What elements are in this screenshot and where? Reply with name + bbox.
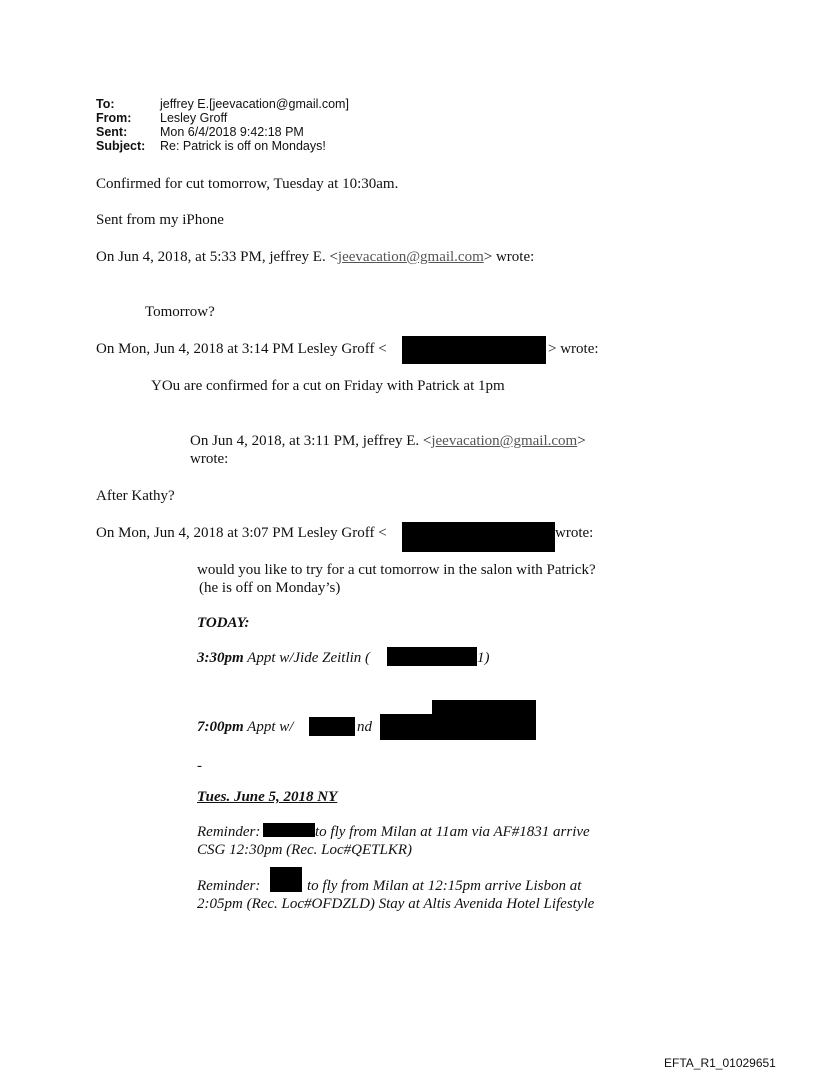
dash-separator: - — [197, 758, 202, 774]
quote-header-3-wrote: wrote: — [190, 451, 229, 467]
subject-label: Subject: — [96, 139, 146, 153]
to-value: jeffrey E.[jeevacation@gmail.com] — [160, 97, 349, 111]
email-link-2[interactable]: jeevacation@gmail.com — [431, 433, 578, 449]
reminder-2-line-a: to fly from Milan at 12:15pm arrive Lisbon at — [307, 878, 582, 894]
appt-1-text: Appt w/Jide Zeitlin ( — [243, 650, 371, 666]
quote-header-3-prefix: On Jun 4, 2018, at 3:11 PM, jeffrey E. < — [190, 433, 432, 449]
would-like-line-1: would you like to try for a cut tomorrow in the salon with Patrick? — [197, 562, 596, 578]
reminder-1-line-b: CSG 12:30pm (Rec. Loc#QETLKR) — [197, 842, 412, 858]
confirmed-friday: YOu are confirmed for a cut on Friday with Patrick at 1pm — [151, 378, 505, 394]
date-heading: Tues. June 5, 2018 NY — [197, 789, 338, 805]
appt-2-time: 7:00pm — [197, 719, 244, 735]
reminder-2-line-b: 2:05pm (Rec. Loc#OFDZLD) Stay at Altis Avenida Hotel Lifestyle — [197, 896, 595, 912]
quote-header-1-suffix: > wrote: — [483, 249, 535, 265]
quote-header-1-prefix: On Jun 4, 2018, at 5:33 PM, jeffrey E. < — [96, 249, 338, 265]
to-label: To: — [96, 97, 115, 111]
appt-2-and: nd — [357, 719, 372, 735]
confirmation-line: Confirmed for cut tomorrow, Tuesday at 10:30am. — [96, 176, 399, 192]
document-id: EFTA_R1_01029651 — [664, 1056, 776, 1070]
subject-value: Re: Patrick is off on Mondays! — [160, 139, 326, 153]
today-heading: TODAY: — [197, 615, 250, 631]
appt-2-text: Appt w/ — [243, 719, 294, 735]
after-kathy: After Kathy? — [96, 488, 175, 504]
redaction-box — [402, 522, 555, 552]
sent-value: Mon 6/4/2018 9:42:18 PM — [160, 125, 304, 139]
quote-header-3-suffix: > — [577, 433, 586, 449]
quote-header-1 — [96, 248, 534, 266]
quote-header-4-prefix: On Mon, Jun 4, 2018 at 3:07 PM Lesley Groff < — [96, 525, 387, 541]
quote-header-4-suffix: wrote: — [555, 525, 594, 541]
quote-header-2-prefix: On Mon, Jun 4, 2018 at 3:14 PM Lesley Groff < — [96, 341, 387, 357]
appt-1-end: 1) — [477, 650, 490, 666]
email-link-1[interactable]: jeevacation@gmail.com — [337, 249, 484, 265]
quote-header-2-suffix: > wrote: — [548, 341, 599, 357]
appt-1-line — [197, 649, 370, 667]
reminder-1-line-a: to fly from Milan at 11am via AF#1831 arrive — [315, 824, 590, 840]
would-like-line-2: (he is off on Monday’s) — [199, 580, 341, 596]
appt-2-line — [197, 718, 293, 736]
appt-1-time: 3:30pm — [197, 650, 244, 666]
sent-from-iphone: Sent from my iPhone — [96, 212, 224, 228]
reminder-1-label: Reminder: — [197, 824, 261, 840]
redaction-box — [309, 717, 355, 736]
redaction-box — [402, 336, 546, 364]
redaction-box — [387, 647, 477, 666]
quote-header-3 — [190, 432, 586, 450]
redaction-box — [263, 823, 315, 837]
sent-label: Sent: — [96, 125, 128, 139]
from-value: Lesley Groff — [160, 111, 228, 125]
tomorrow-question: Tomorrow? — [145, 304, 215, 320]
redaction-box — [380, 714, 536, 740]
redaction-box — [270, 867, 302, 892]
from-label: From: — [96, 111, 132, 125]
reminder-2-label: Reminder: — [197, 878, 261, 894]
